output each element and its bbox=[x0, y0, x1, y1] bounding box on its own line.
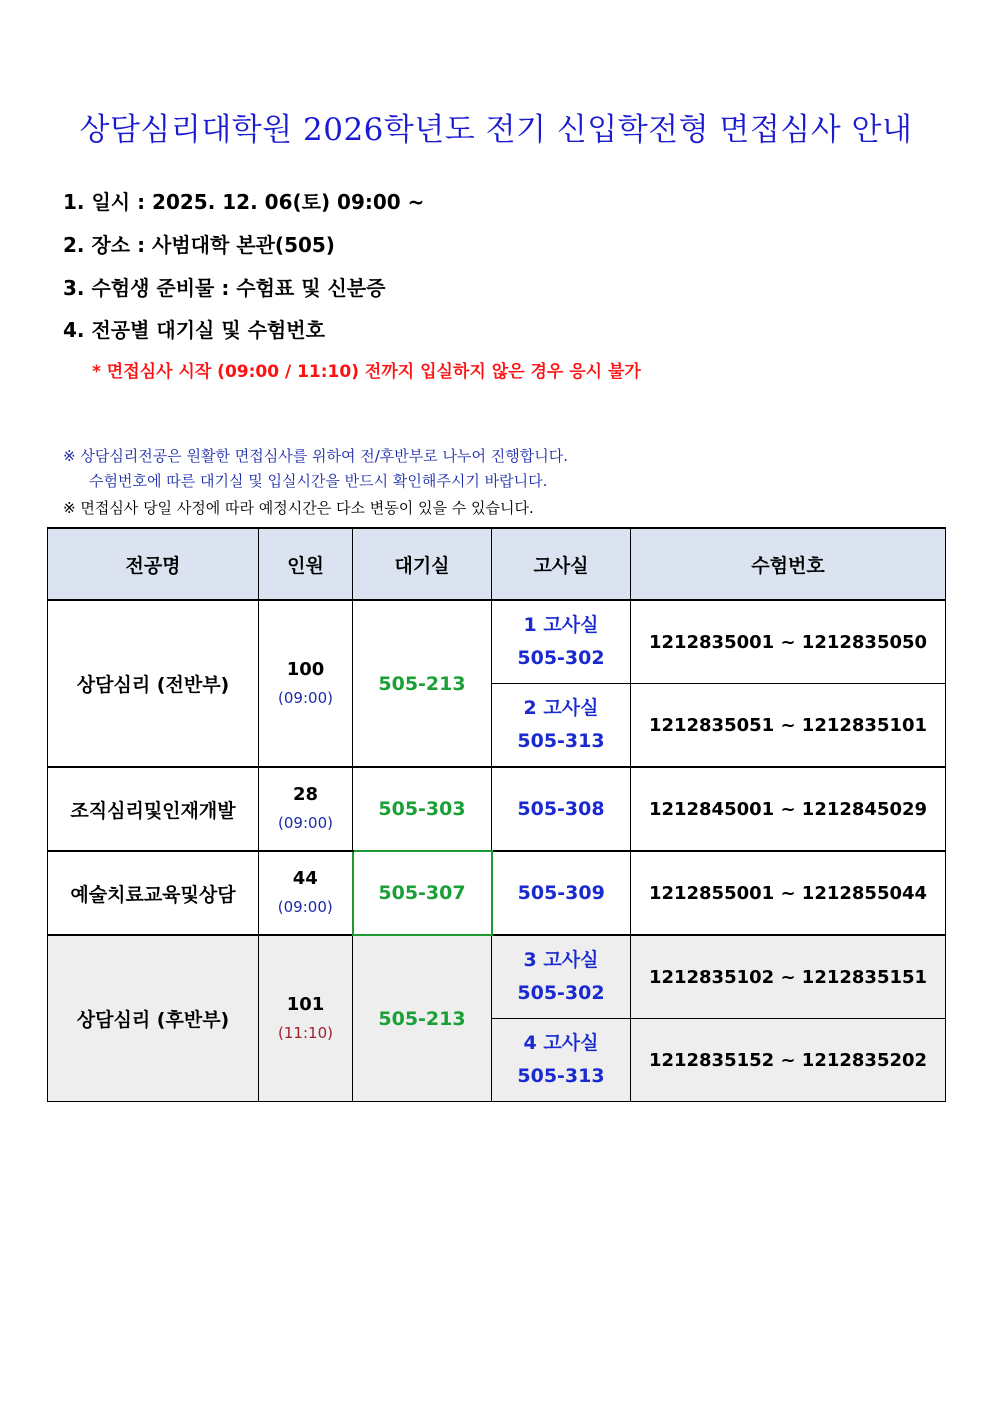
exam-room-name: 1 고사실 bbox=[523, 614, 599, 636]
info-materials: 3. 수험생 준비물 : 수험표 및 신분증 bbox=[63, 276, 386, 300]
count-cell bbox=[259, 767, 353, 851]
entry-time: (09:00) bbox=[278, 688, 333, 707]
info-rooms-heading: 4. 전공별 대기실 및 수험번호 bbox=[63, 318, 325, 342]
exam-room-cell bbox=[492, 684, 631, 768]
entry-time: (09:00) bbox=[277, 898, 333, 916]
exam-room-cell bbox=[492, 1019, 631, 1102]
count-value: 100 bbox=[286, 658, 325, 680]
exam-room-name: 4 고사실 bbox=[523, 1032, 599, 1054]
header-count: 인원 bbox=[259, 528, 353, 600]
count-value: 101 bbox=[286, 993, 325, 1015]
note-line-2: 수험번호에 따른 대기실 및 입실시간을 반드시 확인해주시기 바랍니다. bbox=[89, 472, 548, 490]
exam-number-range: 1212835152 ~ 1212835202 bbox=[631, 1019, 946, 1102]
exam-number-range: 1212835102 ~ 1212835151 bbox=[631, 935, 946, 1019]
count-cell bbox=[259, 935, 353, 1102]
table-row bbox=[48, 935, 946, 1019]
count-value: 28 bbox=[292, 784, 319, 805]
table-row bbox=[48, 600, 946, 684]
waiting-room-cell: 505-303 bbox=[353, 767, 492, 851]
table-header-row bbox=[48, 528, 946, 600]
info-date: 1. 일시 : 2025. 12. 06(토) 09:00 ~ bbox=[63, 190, 425, 214]
entry-time: (09:00) bbox=[278, 814, 333, 832]
note-line-1: ※ 상담심리전공은 원활한 면접심사를 위하여 전/후반부로 나누어 진행합니다. bbox=[63, 447, 568, 465]
exam-room-number: 505-302 bbox=[517, 647, 605, 669]
note-line-3: ※ 면접심사 당일 사정에 따라 예정시간은 다소 변동이 있을 수 있습니다. bbox=[63, 499, 534, 517]
exam-number-range: 1212845001 ~ 1212845029 bbox=[631, 767, 946, 851]
exam-room-cell bbox=[492, 600, 631, 684]
exam-room-name: 2 고사실 bbox=[523, 697, 599, 719]
exam-number-range: 1212855001 ~ 1212855044 bbox=[631, 851, 946, 935]
header-waiting-room: 대기실 bbox=[353, 528, 492, 600]
count-cell bbox=[259, 851, 353, 935]
header-major: 전공명 bbox=[48, 528, 259, 600]
info-place: 2. 장소 : 사범대학 본관(505) bbox=[63, 233, 335, 257]
major-cell: 조직심리및인재개발 bbox=[48, 767, 259, 851]
header-exam-room: 고사실 bbox=[492, 528, 631, 600]
exam-room-number: 505-313 bbox=[517, 730, 605, 752]
count-cell bbox=[259, 600, 353, 767]
header-exam-number: 수험번호 bbox=[631, 528, 946, 600]
late-warning: * 면접심사 시작 (09:00 / 11:10) 전까지 입실하지 않은 경우 응시 불가 bbox=[92, 362, 641, 382]
table-row bbox=[48, 767, 946, 851]
page-title: 상담심리대학원 2026학년도 전기 신입학전형 면접심사 안내 bbox=[79, 112, 913, 148]
count-value: 44 bbox=[292, 868, 318, 889]
major-cell: 상담심리 (후반부) bbox=[48, 935, 259, 1102]
exam-number-range: 1212835051 ~ 1212835101 bbox=[631, 684, 946, 768]
waiting-room-cell: 505-213 bbox=[353, 935, 492, 1102]
major-cell: 예술치료교육및상담 bbox=[48, 851, 259, 935]
exam-room-cell: 505-309 bbox=[492, 851, 631, 935]
table-row bbox=[48, 851, 946, 935]
waiting-room-cell: 505-213 bbox=[353, 600, 492, 767]
exam-room-number: 505-313 bbox=[517, 1065, 605, 1087]
waiting-room-cell: 505-307 bbox=[353, 851, 492, 935]
interview-schedule-table bbox=[47, 527, 946, 1102]
entry-time: (11:10) bbox=[278, 1023, 333, 1042]
exam-room-name: 3 고사실 bbox=[523, 949, 599, 971]
exam-room-cell bbox=[492, 935, 631, 1019]
exam-number-range: 1212835001 ~ 1212835050 bbox=[631, 600, 946, 684]
exam-room-cell: 505-308 bbox=[492, 767, 631, 851]
exam-room-number: 505-302 bbox=[517, 982, 605, 1004]
major-cell: 상담심리 (전반부) bbox=[48, 600, 259, 767]
